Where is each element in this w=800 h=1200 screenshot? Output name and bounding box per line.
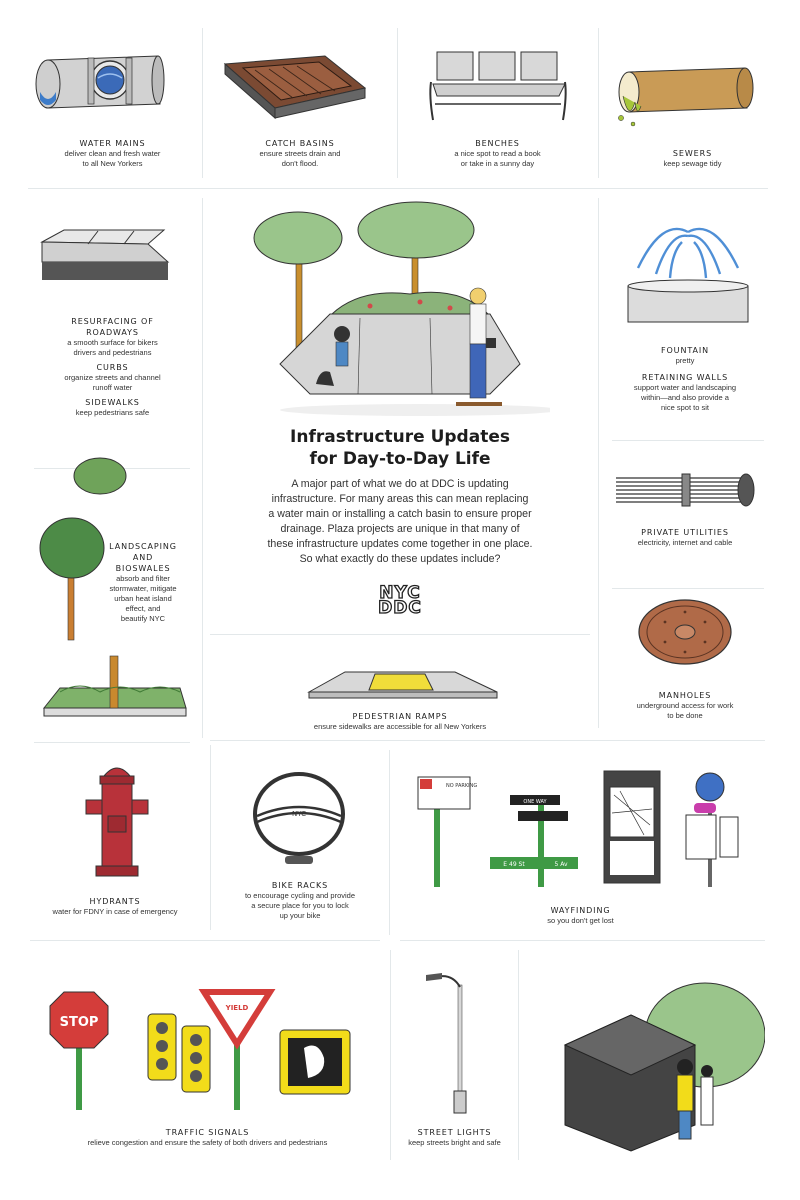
logo-text: NYC: [379, 583, 421, 603]
intro-line: these infrastructure updates come together in one place.: [267, 538, 533, 550]
wayfinding-desc: so you don't get lost: [547, 916, 614, 925]
page-title: for Day-to-Day Life: [309, 449, 491, 469]
plaza-sculpture-illustration: [545, 975, 765, 1155]
divider: [400, 940, 765, 941]
bike-racks-desc: to encourage cycling and provide: [244, 891, 356, 900]
no-parking-text: NO PARKING: [446, 783, 478, 789]
manhole-illustration: [635, 596, 735, 666]
pedestrian-ramp-illustration: [305, 652, 500, 702]
one-way-text: ONE WAY: [523, 799, 547, 805]
street-lights-caption: [392, 1127, 517, 1148]
bike-rack-illustration: [249, 770, 349, 870]
divider: [202, 28, 203, 178]
divider: [612, 440, 764, 441]
pedestrian-ramps-desc: ensure sidewalks are accessible for all New Yorkers: [313, 722, 487, 731]
curbs-label: CURBS: [96, 363, 129, 372]
landscaping-desc: effect, and: [125, 604, 161, 613]
sidewalks-desc: keep pedestrians safe: [75, 408, 150, 417]
tree-illustration: [38, 512, 108, 642]
traffic-signals-desc: relieve congestion and ensure the safety of both drivers and pedestrians: [87, 1138, 328, 1147]
benches-caption: [400, 138, 595, 169]
roadway-caption: [30, 316, 195, 418]
sewers-label: SEWERS: [672, 149, 713, 158]
plaza-illustration: [250, 198, 550, 418]
cable-bundle-illustration: [612, 470, 762, 510]
fountain-caption: [600, 345, 770, 413]
roadway-label: ROADWAYS: [86, 328, 139, 337]
manholes-desc: underground access for work: [636, 701, 734, 710]
traffic-signals-caption: [30, 1127, 385, 1148]
hydrants-desc: water for FDNY in case of emergency: [52, 907, 178, 916]
roadway-illustration: [38, 222, 178, 287]
bike-racks-desc: up your bike: [279, 911, 321, 920]
street-light-illustration: [412, 965, 502, 1115]
catch-basins-caption: [205, 138, 395, 169]
divider: [612, 588, 764, 589]
divider: [210, 745, 211, 930]
fountain-illustration: [622, 212, 757, 327]
landscaping-label: LANDSCAPING: [109, 542, 177, 551]
catch-basins-label: CATCH BASINS: [265, 139, 335, 148]
landscaping-caption: [108, 541, 178, 624]
landscaping-label: BIOSWALES: [115, 564, 171, 573]
intro-line: a water main or installing a catch basin to ensure proper: [268, 508, 532, 520]
intro-line: So what exactly do these updates include?: [299, 553, 501, 565]
manholes-label: MANHOLES: [658, 691, 712, 700]
wayfinding-illustration: [410, 765, 750, 890]
street-sign-text: 5 Av: [554, 861, 568, 868]
roadway-label: RESURFACING OF: [71, 317, 154, 326]
traffic-signals-label: TRAFFIC SIGNALS: [165, 1128, 250, 1137]
catch-basin-illustration: [215, 48, 395, 120]
catch-basins-desc: ensure streets drain and: [259, 149, 341, 158]
water-mains-label: WATER MAINS: [79, 139, 146, 148]
intro-line: infrastructure. For many areas this can mean replacing: [271, 493, 529, 505]
water-mains-desc: to all New Yorkers: [82, 159, 143, 168]
yield-sign-text: YIELD: [225, 1004, 249, 1012]
hydrant-illustration: [82, 760, 152, 878]
water-main-illustration: [30, 48, 170, 118]
nyc-ddc-logo: [362, 583, 438, 618]
divider: [34, 742, 190, 743]
curbs-desc: organize streets and channel: [64, 373, 161, 382]
street-lights-label: STREET LIGHTS: [417, 1128, 492, 1137]
logo-text: DDC: [378, 598, 422, 618]
hydrants-caption: [30, 896, 200, 917]
divider: [210, 740, 765, 741]
divider: [598, 28, 599, 178]
benches-label: BENCHES: [475, 139, 520, 148]
page-title: Infrastructure Updates: [290, 427, 510, 447]
retaining-walls-label: RETAINING WALLS: [641, 373, 729, 382]
stop-sign-text: STOP: [59, 1015, 99, 1030]
water-mains-desc: deliver clean and fresh water: [64, 149, 161, 158]
pedestrian-ramps-label: PEDESTRIAN RAMPS: [352, 712, 448, 721]
retaining-walls-desc: support water and landscaping: [633, 383, 737, 392]
hydrants-label: HYDRANTS: [89, 897, 141, 906]
divider: [390, 950, 391, 1160]
roadway-desc: a smooth surface for bikers: [67, 338, 158, 347]
bike-rack-text: NYC: [291, 810, 307, 818]
bike-racks-desc: a secure place for you to lock: [251, 901, 349, 910]
divider: [397, 28, 398, 178]
intro-line: drainage. Plaza projects are unique in that many of: [280, 523, 520, 535]
divider: [518, 950, 519, 1160]
roadway-desc: drivers and pedestrians: [73, 348, 152, 357]
landscaping-desc: stormwater, mitigate: [109, 584, 177, 593]
divider: [28, 188, 768, 189]
center-title: [210, 426, 590, 470]
catch-basins-desc: don't flood.: [281, 159, 319, 168]
retaining-walls-desc: within—and also provide a: [641, 393, 729, 402]
benches-desc: or take in a sunny day: [460, 159, 535, 168]
pedestrian-ramps-caption: [210, 711, 590, 732]
manholes-desc: to be done: [667, 711, 703, 720]
private-utilities-caption: [600, 527, 770, 548]
sidewalks-label: SIDEWALKS: [85, 398, 140, 407]
divider: [202, 198, 203, 738]
bike-racks-label: BIKE RACKS: [271, 881, 329, 890]
sewer-illustration: [615, 62, 765, 132]
landscaping-label: AND: [132, 553, 154, 562]
wayfinding-caption: [398, 905, 763, 926]
divider: [598, 198, 599, 728]
traffic-signals-illustration: [42, 988, 382, 1113]
landscaping-desc: urban heat island: [114, 594, 172, 603]
manholes-caption: [600, 690, 770, 721]
divider: [389, 750, 390, 935]
street-sign-text: E 49 St: [503, 861, 525, 868]
landscaping-desc: absorb and filter: [116, 574, 170, 583]
bioswale-illustration: [40, 652, 190, 722]
private-utilities-desc: electricity, internet and cable: [637, 538, 733, 547]
divider: [30, 940, 380, 941]
fountain-desc: pretty: [675, 356, 695, 365]
street-lights-desc: keep streets bright and safe: [408, 1138, 501, 1147]
intro-paragraph: [212, 477, 588, 567]
curbs-desc: runoff water: [92, 383, 133, 392]
bike-racks-caption: [212, 880, 388, 921]
divider: [210, 634, 590, 635]
water-mains-caption: [30, 138, 195, 169]
sewers-caption: [605, 148, 780, 169]
landscaping-desc: beautify NYC: [120, 614, 166, 623]
private-utilities-label: PRIVATE UTILITIES: [641, 528, 729, 537]
fountain-label: FOUNTAIN: [660, 346, 710, 355]
intro-line: A major part of what we do at DDC is updating: [291, 478, 509, 490]
benches-desc: a nice spot to read a book: [454, 149, 541, 158]
sewers-desc: keep sewage tidy: [663, 159, 722, 168]
wayfinding-label: WAYFINDING: [550, 906, 611, 915]
retaining-walls-desc: nice spot to sit: [661, 403, 709, 412]
bench-illustration: [425, 46, 570, 126]
shrub-illustration: [72, 454, 128, 496]
